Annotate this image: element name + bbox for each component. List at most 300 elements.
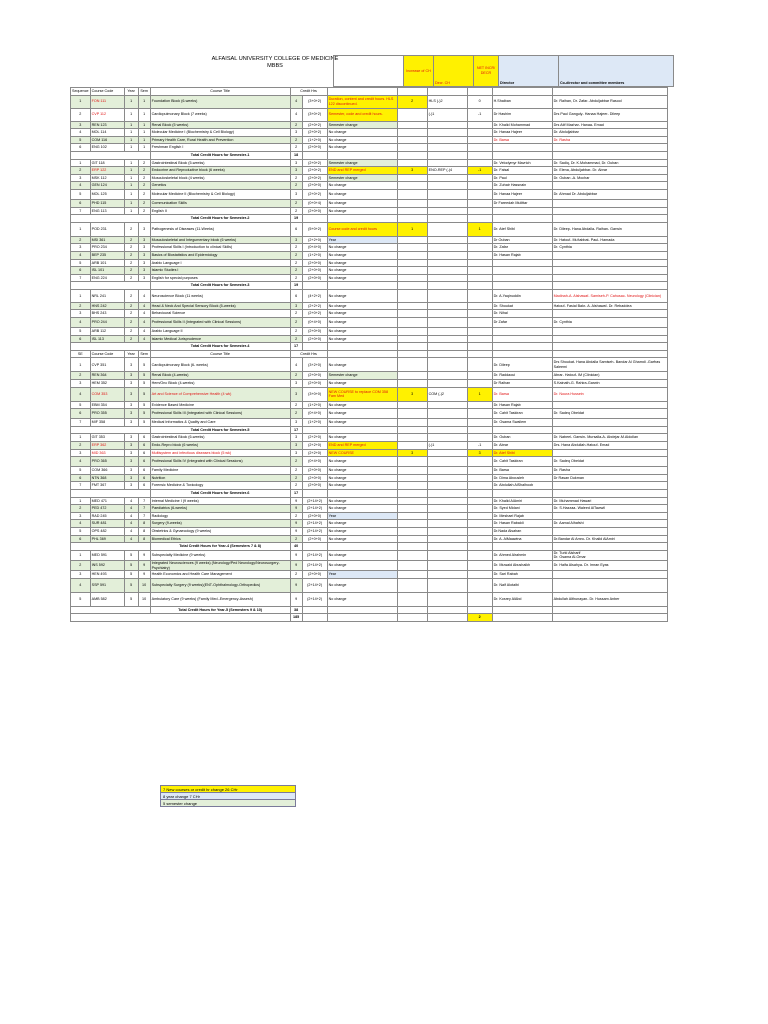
sem-header: Sem	[138, 350, 150, 358]
change-note-cell: No change	[327, 189, 397, 199]
course-row	[71, 550, 668, 560]
course-code-cell: ERP 122	[90, 167, 124, 175]
credit-hours-cell: 6	[290, 289, 302, 302]
blank-cell	[467, 426, 492, 434]
credit-hours-cell: 2	[290, 571, 302, 579]
increase-cell	[397, 550, 427, 560]
year-cell: 3	[124, 457, 138, 467]
director-cell: Dr. Abdullah AlShalhoob	[492, 482, 552, 490]
year-cell: 4	[124, 512, 138, 520]
sequence-cell: 4	[71, 578, 91, 592]
sequence-cell: 5	[71, 592, 91, 606]
course-row	[71, 167, 668, 175]
decrease-cell	[427, 449, 467, 457]
director-cell: Dr. Paul	[492, 174, 552, 182]
change-note-cell: NEW COURSE to replace COM 358 Fam Med	[327, 387, 397, 401]
year-cell: 3	[124, 409, 138, 419]
decrease-cell	[427, 302, 467, 310]
year-cell: 1	[124, 199, 138, 207]
total-label-cell: Total Credit Hours for Semester-3	[150, 282, 290, 290]
year-cell: 2	[124, 318, 138, 328]
header-net: NET INCR/ DECR	[474, 56, 499, 87]
credit-hours-cell: 2	[290, 512, 302, 520]
sequence-cell: 3	[71, 449, 91, 457]
director-cell	[492, 328, 552, 336]
total-spacer	[71, 215, 151, 223]
year-cell: 3	[124, 467, 138, 475]
co-director-text: Dr. Rasha	[553, 137, 571, 142]
sequence-cell: 3	[71, 380, 91, 388]
increase-cell	[397, 571, 427, 579]
increase-cell	[397, 259, 427, 267]
net-cell	[467, 199, 492, 207]
year-cell: 1	[124, 167, 138, 175]
change-note-cell: No change	[327, 335, 397, 343]
col-year: Year	[124, 88, 138, 96]
decrease-cell	[427, 144, 467, 152]
co-director-cell	[552, 520, 667, 528]
credit-hours-cell: 3	[290, 380, 302, 388]
course-row	[71, 310, 668, 318]
course-code-cell: REN 364	[90, 372, 124, 380]
credit-split-cell: (2+0+0)	[302, 467, 327, 475]
sequence-cell: 5	[71, 328, 91, 336]
decrease-cell: (-)1	[427, 442, 467, 450]
decrease-cell	[427, 121, 467, 129]
sem-cell: 4	[138, 289, 150, 302]
sem-cell: 6	[138, 467, 150, 475]
decrease-cell	[427, 592, 467, 606]
net-cell	[467, 189, 492, 199]
sem-cell: 5	[138, 409, 150, 419]
credit-split-cell: (2+0+2)	[302, 189, 327, 199]
course-row	[71, 259, 668, 267]
change-note-cell: No change	[327, 274, 397, 282]
sequence-cell: 2	[71, 442, 91, 450]
change-note-cell: No change	[327, 199, 397, 207]
sequence-cell: 5	[71, 259, 91, 267]
credit-hours-cell: 4	[290, 108, 302, 121]
director-cell: Dr. Hasan Rajab	[492, 401, 552, 409]
course-row	[71, 174, 668, 182]
blank-cell	[427, 215, 467, 223]
co-director-cell	[552, 442, 667, 450]
sem-cell: 1	[138, 121, 150, 129]
decrease-cell	[427, 560, 467, 570]
director-cell: Dr. Barsa	[492, 136, 552, 144]
sem-cell: 4	[138, 310, 150, 318]
year-cell: 3	[124, 372, 138, 380]
co-director-extra: Dr. Turki Alsharif	[553, 550, 581, 555]
course-row	[71, 592, 668, 606]
year-cell: 3	[124, 449, 138, 457]
co-director-cell	[552, 159, 667, 167]
sequence-header: SE	[71, 350, 91, 358]
credit-split-cell: (2+0+0)	[302, 259, 327, 267]
course-title-cell: Renal Block (4-weeks)	[150, 372, 290, 380]
sequence-cell: 1	[71, 222, 91, 236]
decrease-cell	[427, 259, 467, 267]
decrease-cell	[427, 289, 467, 302]
blank-cell	[492, 343, 552, 351]
course-code-cell: FON 111	[90, 95, 124, 108]
credit-hours-cell: 3	[290, 387, 302, 401]
increase-cell	[397, 535, 427, 543]
blank-cell	[552, 614, 667, 622]
credit-hours-cell: 3	[290, 419, 302, 427]
change-note-cell: No change	[327, 457, 397, 467]
co-director-text: Dr. Abduljabbar	[553, 130, 579, 135]
decrease-cell	[427, 274, 467, 282]
sem-cell: 7	[138, 505, 150, 513]
header-decrease: Decr. CH	[434, 56, 474, 87]
net-cell	[467, 409, 492, 419]
change-note-cell: No change	[327, 550, 397, 560]
director-cell: Dr. Velodymyr Mavrich	[492, 159, 552, 167]
credit-hours-cell: 2	[290, 467, 302, 475]
sequence-cell: 5	[71, 527, 91, 535]
co-director-cell	[552, 434, 667, 442]
grand-net-cell: 2	[467, 614, 492, 622]
decrease-cell	[427, 527, 467, 535]
sequence-cell: 6	[71, 474, 91, 482]
co-director-cell	[552, 592, 667, 606]
change-note-cell: END and REP merged	[327, 442, 397, 450]
course-title-cell: Paediatrics (6-weeks)	[150, 505, 290, 513]
increase-cell	[397, 358, 427, 372]
total-spacer	[71, 489, 151, 497]
course-title-cell: English for special purposes	[150, 274, 290, 282]
sem-cell: 8	[138, 527, 150, 535]
course-code-cell: HEN 493	[90, 571, 124, 579]
course-code-cell: INS 592	[90, 560, 124, 570]
credit-hours-cell: 9	[290, 505, 302, 513]
sequence-cell: 2	[71, 167, 91, 175]
course-code-cell: MID 363	[90, 449, 124, 457]
sequence-cell: 7	[71, 482, 91, 490]
decrease-cell: HLS (-)2	[427, 95, 467, 108]
col-sem: Sem	[138, 88, 150, 96]
credit-split-cell: (3+0+2)	[302, 108, 327, 121]
sequence-cell: 2	[71, 108, 91, 121]
semester-total-row	[71, 282, 668, 290]
net-cell	[467, 527, 492, 535]
change-note-cell: No change	[327, 419, 397, 427]
co-director-cell	[552, 167, 667, 175]
director-cell: Dr. Naif Alotaibi	[492, 578, 552, 592]
co-director-cell	[552, 222, 667, 236]
course-title-cell: Musculoskeletal block (4 weeks)	[150, 174, 290, 182]
course-row	[71, 482, 668, 490]
change-note-cell: No change	[327, 535, 397, 543]
year-cell: 1	[124, 182, 138, 190]
course-row	[71, 136, 668, 144]
director-cell: Dr. Kosrey AlAbd	[492, 592, 552, 606]
change-note-cell: No change	[327, 409, 397, 419]
course-row	[71, 520, 668, 528]
credit-hours-cell: 2	[290, 328, 302, 336]
total-spacer	[71, 282, 151, 290]
sem-cell: 5	[138, 380, 150, 388]
course-code-cell: ISL 113	[90, 335, 124, 343]
course-row	[71, 108, 668, 121]
change-note-cell: No change	[327, 310, 397, 318]
decrease-cell	[427, 222, 467, 236]
course-row	[71, 434, 668, 442]
net-cell	[467, 328, 492, 336]
co-director-text: Dr. Rasha	[553, 468, 571, 473]
legend-item: 7 New courses or credit hr change 26 CHr	[161, 786, 296, 793]
co-director-text: Dr. Haifa Alsahya- Dr. Imran Eyas	[553, 563, 609, 568]
blank-cell	[492, 350, 552, 358]
credit-hours-cell: 9	[290, 578, 302, 592]
sem-cell: 6	[138, 457, 150, 467]
sem-cell: 10	[138, 592, 150, 606]
course-title-header: Course Title	[150, 350, 290, 358]
director-cell: Dr. Hanaa Hajeer	[492, 129, 552, 137]
credit-split-cell: (0+4+0)	[302, 318, 327, 328]
header-co-director: Co-director and committee members	[559, 56, 674, 87]
year-cell: 4	[124, 527, 138, 535]
director-cell: Dr.Nada Alsahan	[492, 527, 552, 535]
net-cell	[467, 129, 492, 137]
blank-cell	[427, 282, 467, 290]
increase-cell	[397, 592, 427, 606]
total-credit-cell: 17	[290, 489, 302, 497]
total-label-cell: Total Credit Hours for Semester-1	[150, 151, 290, 159]
co-director-cell	[552, 182, 667, 190]
course-title-cell: Surgery (9-weeks)	[150, 520, 290, 528]
co-director-text: Dr. Dileep- Hana Abdalla- Raihan- Garwin	[553, 226, 622, 231]
credit-hours-cell: 3	[290, 129, 302, 137]
course-code-cell: ENG 102	[90, 144, 124, 152]
year-cell: 3	[124, 434, 138, 442]
decrease-cell	[427, 189, 467, 199]
course-row	[71, 527, 668, 535]
co-director-text: Dr Rasan Dukman	[553, 475, 584, 480]
course-row	[71, 401, 668, 409]
director-cell: Dr. Cahit Taskiran	[492, 457, 552, 467]
course-code-cell: PRO 355	[90, 409, 124, 419]
sequence-cell: 6	[71, 199, 91, 207]
change-note-cell: Semester change	[327, 372, 397, 380]
col-course-title: Course Title	[150, 88, 290, 96]
year-cell: 2	[124, 267, 138, 275]
director-cell: H.Shaiban	[492, 95, 552, 108]
blank-cell	[427, 489, 467, 497]
year-cell: 2	[124, 335, 138, 343]
blank-cell	[327, 350, 397, 358]
year-cell: 2	[124, 302, 138, 310]
sequence-cell: 7	[71, 419, 91, 427]
col-sequence: Sequence	[71, 88, 91, 96]
co-director-cell	[552, 121, 667, 129]
total-spacer	[71, 343, 151, 351]
blank-cell	[427, 343, 467, 351]
net-cell: -1	[467, 167, 492, 175]
decrease-cell	[427, 505, 467, 513]
decrease-cell	[427, 434, 467, 442]
increase-cell	[397, 419, 427, 427]
director-cell: Dr. Dima Abousleh	[492, 474, 552, 482]
credit-hours-cell: 2	[290, 259, 302, 267]
change-note-cell: Course code and credit hours	[327, 222, 397, 236]
co-director-text: Dr. Sadeq Obeidat	[553, 459, 584, 464]
net-cell	[467, 592, 492, 606]
co-director-text: Dr.Bandar Al Amro- Dr. Khalid AlAmiri	[553, 536, 615, 541]
credit-hours-cell: 2	[290, 182, 302, 190]
increase-cell	[397, 121, 427, 129]
change-note-cell: No change	[327, 318, 397, 328]
sem-cell: 3	[138, 267, 150, 275]
course-title-cell: Freshman English I	[150, 144, 290, 152]
course-code-cell: BHS 243	[90, 310, 124, 318]
credit-hours-cell: 9	[290, 520, 302, 528]
year-header: Year	[124, 350, 138, 358]
decrease-cell	[427, 199, 467, 207]
course-title-cell: Endocrine and Reproductive block (6 weeks)	[150, 167, 290, 175]
increase-cell	[397, 335, 427, 343]
sem-cell: 6	[138, 449, 150, 457]
co-director-cell	[552, 527, 667, 535]
credit-split-cell: (1+2+0)	[302, 136, 327, 144]
director-cell: Dr. Nihal	[492, 310, 552, 318]
blank-cell	[397, 151, 427, 159]
credit-hours-cell: 2	[290, 144, 302, 152]
blank-cell	[552, 151, 667, 159]
course-row	[71, 121, 668, 129]
course-code-cell: RAD 245	[90, 512, 124, 520]
blank-cell	[397, 282, 427, 290]
sem-cell: 2	[138, 199, 150, 207]
blank-cell	[327, 343, 397, 351]
co-director-cell	[552, 457, 667, 467]
co-director-text: Hatouf- Fasial Bakr- A. Alshawaf- Dr. Rebaddea	[553, 303, 632, 308]
sequence-cell: 3	[71, 571, 91, 579]
credit-hrs-header: Credit Hrs	[290, 350, 327, 358]
sequence-cell: 6	[71, 535, 91, 543]
net-cell	[467, 505, 492, 513]
credit-split-cell: (2+0+0)	[302, 571, 327, 579]
decrease-cell	[427, 401, 467, 409]
course-title-cell: Molecular Medicine II (Biochemistry & Cell Biology)	[150, 189, 290, 199]
co-director-cell	[552, 578, 667, 592]
course-title-cell: Radiology	[150, 512, 290, 520]
blank-cell	[467, 350, 492, 358]
decrease-cell	[427, 159, 467, 167]
credit-hours-cell: 2	[290, 474, 302, 482]
credit-hours-cell: 2	[290, 207, 302, 215]
net-cell	[467, 512, 492, 520]
co-director-cell	[552, 387, 667, 401]
sem-cell: 1	[138, 144, 150, 152]
increase-cell	[397, 244, 427, 252]
net-cell	[467, 259, 492, 267]
year-cell: 1	[124, 129, 138, 137]
decrease-cell	[427, 318, 467, 328]
course-row	[71, 457, 668, 467]
course-row	[71, 419, 668, 427]
course-code-cell: ARB 112	[90, 328, 124, 336]
sequence-cell: 3	[71, 512, 91, 520]
net-cell	[467, 244, 492, 252]
director-cell: Dr Zafar	[492, 318, 552, 328]
year-cell: 5	[124, 592, 138, 606]
sem-cell: 3	[138, 274, 150, 282]
sequence-cell: 6	[71, 144, 91, 152]
change-note-cell: No change	[327, 244, 397, 252]
semester-total-row	[71, 606, 668, 614]
col-course-code: Course Code	[90, 88, 124, 96]
director-cell: Dr. Khalid Mohammad	[492, 121, 552, 129]
grand-total-credit-cell: 185	[290, 614, 302, 622]
credit-hours-cell: 2	[290, 121, 302, 129]
course-title-cell: Subspecialty Surgery (9 weeks)(ENT-Ophthalmology-Orthopedics)	[150, 578, 290, 592]
course-row	[71, 302, 668, 310]
change-note-cell: No change	[327, 251, 397, 259]
total-label-cell: Total Credit Hours for Year-4 (Semesters 7 & 8)	[150, 543, 290, 551]
director-cell: Dr. Shoukat	[492, 302, 552, 310]
credit-hours-cell: 2	[290, 174, 302, 182]
co-director-cell	[552, 497, 667, 505]
grand-spacer	[71, 614, 291, 622]
co-director-cell	[552, 550, 667, 560]
net-cell: 0	[467, 95, 492, 108]
increase-cell	[397, 267, 427, 275]
credit-split-cell: (2+0+2)	[302, 167, 327, 175]
co-director-text: Dr. Nabeel- Garwin- Mursalla-A- Abdejar-M.Aldollan	[553, 435, 639, 440]
course-title-cell: Health Economics and Health Care Management	[150, 571, 290, 579]
credit-split-cell: (2+0+2)	[302, 121, 327, 129]
sequence-cell: 1	[71, 497, 91, 505]
year-cell: 3	[124, 419, 138, 427]
net-cell	[467, 550, 492, 560]
blank-cell	[492, 614, 552, 622]
director-cell: Dr. Khalid AlAmiri	[492, 497, 552, 505]
total-pad	[302, 215, 327, 223]
year-cell: 1	[124, 207, 138, 215]
co-director-text: Dr. Hatouf- Mu'tabbat- Paul- Hamada	[553, 237, 615, 242]
co-director-cell	[552, 259, 667, 267]
increase-cell	[397, 457, 427, 467]
net-cell	[467, 182, 492, 190]
total-label-cell: Total Credit Hours for Year-5 (Semesters 9 & 10)	[150, 606, 290, 614]
director-cell: Dr Ouban	[492, 236, 552, 244]
credit-split-cell: (2+0+0)	[302, 474, 327, 482]
change-note-cell: Semester change	[327, 121, 397, 129]
sequence-cell: 6	[71, 335, 91, 343]
course-title-cell: Neuroscience Block (11 weeks)	[150, 289, 290, 302]
change-note-cell: No change	[327, 302, 397, 310]
total-credit-cell: 19	[290, 282, 302, 290]
course-code-cell: POD 231	[90, 222, 124, 236]
change-note-cell: No change	[327, 578, 397, 592]
course-code-cell: PHL 369	[90, 535, 124, 543]
credit-split-cell: (2+2+0)	[302, 236, 327, 244]
sequence-cell: 4	[71, 520, 91, 528]
sem-cell: 8	[138, 520, 150, 528]
credit-split-cell: (2+0+2)	[302, 129, 327, 137]
year-cell: 3	[124, 474, 138, 482]
sequence-cell: 1	[71, 434, 91, 442]
sem-cell: 2	[138, 207, 150, 215]
co-director-text: Dr. Ahmad Dr. Abduljabbar	[553, 192, 598, 197]
credit-hours-cell: 6	[290, 222, 302, 236]
col-credit-hrs: Credit Hrs	[290, 88, 327, 96]
credit-split-cell: (5+0+2)	[302, 222, 327, 236]
credit-split-cell: (0+4+0)	[302, 457, 327, 467]
course-title-cell: Professional Skills III (Integrated with Clinical Sessions)	[150, 409, 290, 419]
